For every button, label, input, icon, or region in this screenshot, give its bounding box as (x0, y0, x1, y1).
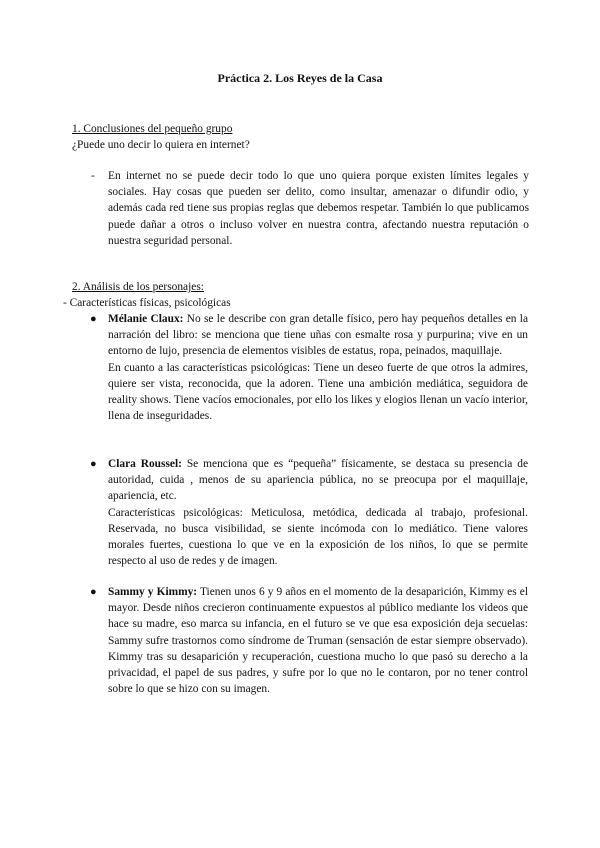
bullet-icon: ● (90, 313, 97, 325)
section-1-heading: 1. Conclusiones del pequeño grupo (72, 123, 233, 135)
dash-marker: - (91, 170, 95, 182)
section-2-heading: 2. Análisis de los personajes: (72, 281, 204, 293)
section-1-question: ¿Puede uno decir lo quiera en internet? (72, 139, 250, 151)
section-2-subheading: - Características físicas, psicológicas (63, 297, 231, 309)
character-name: Mélanie Claux: (108, 313, 184, 325)
character-physical (108, 456, 528, 505)
document-title: Práctica 2. Los Reyes de la Casa (217, 71, 383, 85)
character-name: Sammy y Kimmy: (108, 586, 198, 598)
character-item (90, 311, 528, 424)
section-1-answer: En internet no se puede decir todo lo que uno quiera porque existen límites legales y sociales. Hay cosas que pueden ser delito, como insultar, amenazar o difundir odio, y además cada red tiene sus propias reglas que debemos respetar. También lo que publicamos puede dañar a otros o incluso volver en nuestra contra, afectando nuestra reputación o nuestra seguridad personal. (108, 170, 529, 247)
character-item (90, 584, 528, 697)
bullet-icon: ● (90, 458, 97, 470)
character-physical (108, 584, 528, 697)
character-name: Clara Roussel: (108, 458, 182, 470)
physical-text: Tienen unos 6 y 9 años en el momento de la desaparición, Kimmy es el mayor. Desde niños crecieron continuamente expuestos al público mediante los videos que hace su madre, eso marca su infancia, en el futuro se ve que esa exposición deja secuelas: Sammy sufre trastornos como síndrome de Truman (sensación de estar siempre observado). Kimmy tras su desaparición y recuperación, cuestiona mucho lo que pasó su derecho a la privacidad, el papel de sus padres, y sufre por lo que no le contaron, por no tener control sobre lo que se hizo con su imagen. (108, 586, 528, 696)
character-physical (108, 311, 528, 360)
physical-text: Se menciona que es “pequeña” físicamente, se destaca su presencia de autoridad, cuida , menos de su apariencia pública, no se preocupa por el maquillaje, apariencia, etc. (108, 458, 528, 503)
character-item (90, 456, 528, 569)
bullet-icon: ● (90, 586, 97, 598)
physical-text: No se le describe con gran detalle físico, pero hay pequeños detalles en la narración del libro: se menciona que tiene uñas con esmalte rosa y purpurina; vive en un entorno de lujo, presencia de elementos visibles de estatus, ropa, peinados, maquillaje. (108, 313, 528, 358)
section-1-answer-item (91, 168, 529, 249)
character-psychological: En cuanto a las características psicológicas: Tiene un deseo fuerte de que otros la admires, quiere ser vista, reconocida, que la adoren. Tiene una ambición mediática, seguidora de reality shows. Tiene vacíos emocionales, por ello los likes y elogios llenan un vacío interior, llena de inseguridades. (108, 361, 528, 423)
character-psychological: Características psicológicas: Meticulosa, metódica, dedicada al trabajo, profesional. Reservada, no busca visibilidad, se siente incómoda con lo mediático. Tiene valores morales fuertes, cuestiona lo que ve en la exposición de los niños, lo que se permite respecto al uso de redes y de imagen. (108, 506, 528, 568)
